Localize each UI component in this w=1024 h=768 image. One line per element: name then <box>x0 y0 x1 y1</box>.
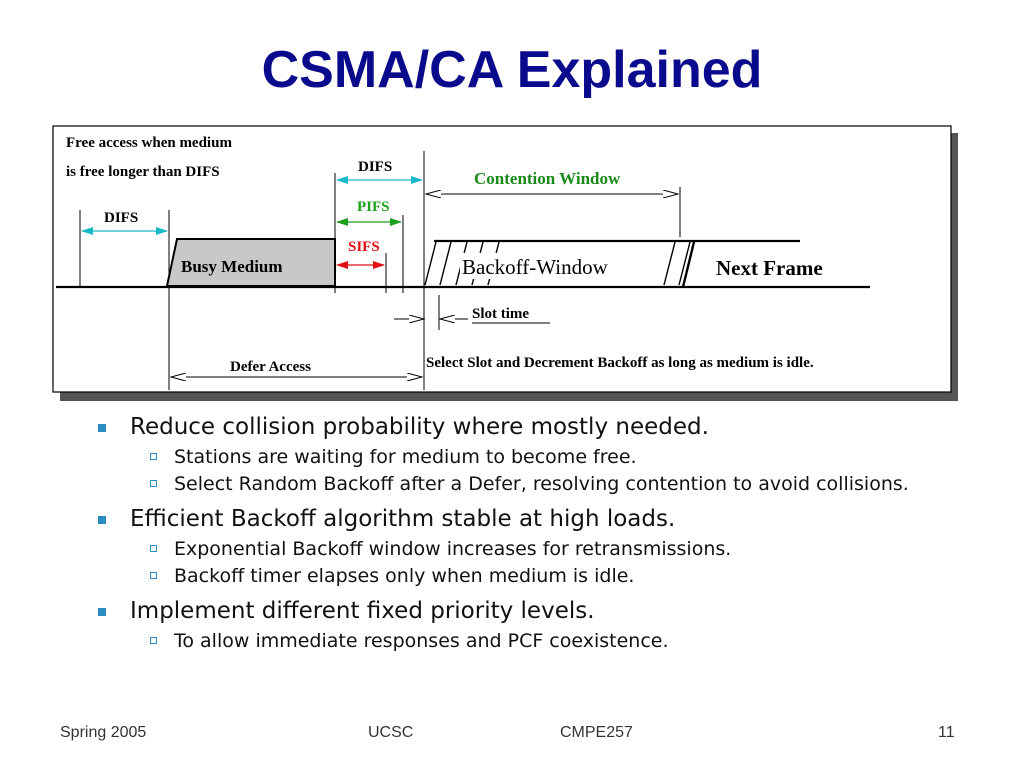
contention-window-label: Contention Window <box>474 169 621 188</box>
bullet-3: Implement different fixed priority levels. <box>96 596 976 626</box>
bullet-1: Reduce collision probability where mostly needed. <box>96 412 976 442</box>
diagram-canvas <box>52 125 960 403</box>
footer-page-number: 11 <box>938 724 955 741</box>
select-slot-label: Select Slot and Decrement Backoff as long as medium is idle. <box>426 355 814 371</box>
difs-top-label: DIFS <box>358 159 393 175</box>
sub-bullet-3-1: To allow immediate responses and PCF coexistence. <box>96 629 976 653</box>
next-frame-label: Next Frame <box>716 256 823 280</box>
bullet-2: Efficient Backoff algorithm stable at high loads. <box>96 504 976 534</box>
difs-left-label: DIFS <box>104 210 139 226</box>
sub-bullet-2-2: Backoff timer elapses only when medium is idle. <box>96 564 976 588</box>
busy-medium-label: Busy Medium <box>181 257 283 276</box>
defer-access-label: Defer Access <box>230 359 311 375</box>
bullet-list <box>96 410 976 653</box>
sub-bullet-1-2: Select Random Backoff after a Defer, resolving contention to avoid collisions. <box>96 472 976 496</box>
backoff-window-label: Backoff-Window <box>462 255 608 279</box>
footer-date: Spring 2005 <box>60 724 147 741</box>
csma-ca-timing-diagram <box>52 125 960 403</box>
footer-course: CMPE257 <box>560 724 633 741</box>
footer-school: UCSC <box>368 724 414 741</box>
free-access-line1: Free access when medium <box>66 135 232 151</box>
sub-bullet-2-1: Exponential Backoff window increases for retransmissions. <box>96 537 976 561</box>
sifs-label: SIFS <box>348 239 380 255</box>
pifs-label: PIFS <box>357 199 390 215</box>
slide-title: CSMA/CA Explained <box>261 41 763 99</box>
slot-time-label: Slot time <box>472 306 530 322</box>
free-access-line2: is free longer than DIFS <box>66 164 220 180</box>
sub-bullet-1-1: Stations are waiting for medium to become free. <box>96 445 976 469</box>
